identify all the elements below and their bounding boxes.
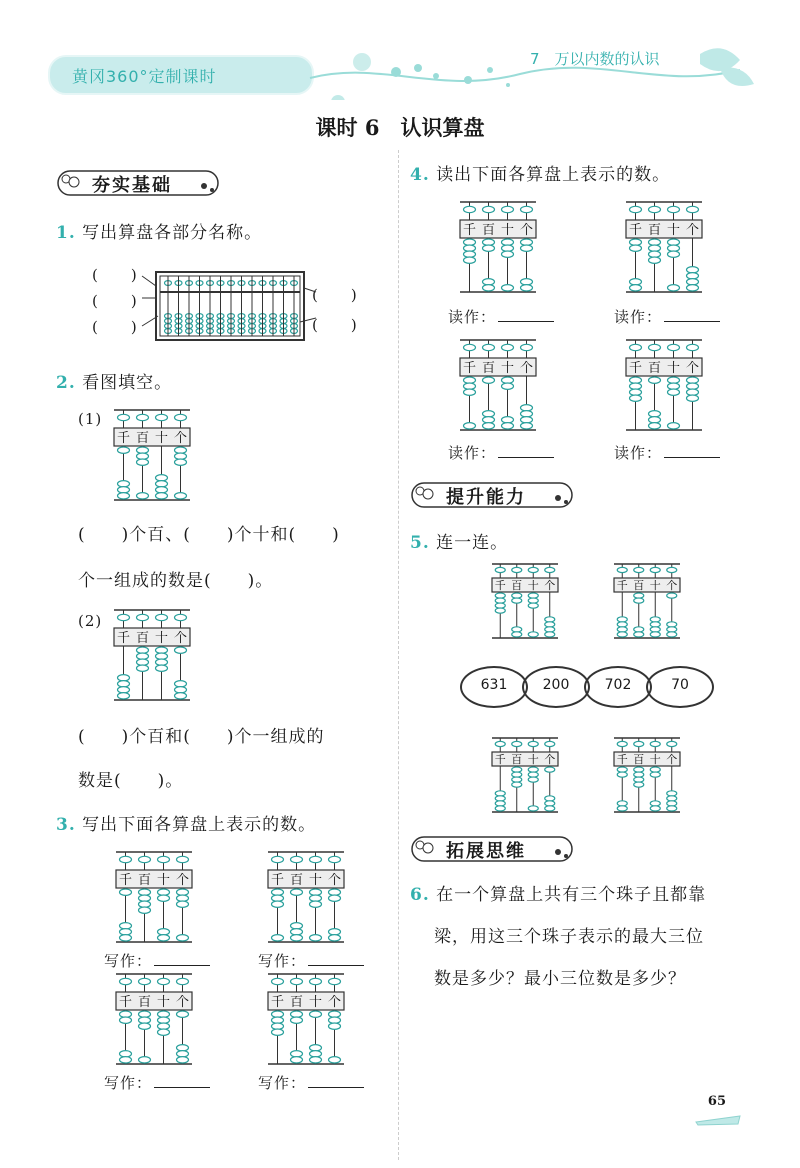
- q3-answer-1: [104, 950, 210, 971]
- q2-part2-line1: ( )个百和( )个一组成的: [78, 727, 325, 747]
- abacus-upper-bead: [158, 978, 170, 984]
- abacus-upper-bead: [120, 856, 132, 862]
- abacus-upper-bead: [634, 567, 644, 572]
- abacus-upper-bead: [175, 414, 187, 420]
- abacus-lower-bead: [668, 423, 680, 429]
- abacus-lower-bead: [545, 806, 555, 811]
- abacus-place-label: 百: [511, 579, 523, 592]
- abacus-place-label: 千: [270, 873, 285, 888]
- abacus-lower-bead: [495, 608, 505, 613]
- abacus-upper-bead: [521, 206, 533, 212]
- abacus-upper-bead: [545, 741, 555, 746]
- q4-answer-label: 读作：: [614, 308, 663, 326]
- q5-option-2[interactable]: [522, 666, 590, 708]
- abacus-place-label: 百: [289, 873, 304, 888]
- abacus-lower-bead: [502, 251, 514, 257]
- abacus-lower-bead: [329, 895, 341, 901]
- q3-number: 3.: [56, 815, 76, 835]
- q3-answer-label: 写作：: [104, 952, 153, 970]
- q2-part1-line2: 个一组成的数是( )。: [78, 571, 274, 591]
- abacus-lower-bead: [177, 1057, 189, 1063]
- q2-part2-line2: 数是( )。: [78, 771, 184, 791]
- question-4: [410, 160, 670, 185]
- abacus-lower-bead: [329, 1057, 341, 1063]
- q5-abacus-1: [486, 560, 566, 644]
- abacus-lower-bead: [502, 383, 514, 389]
- abacus-lower-bead: [175, 459, 187, 465]
- abacus-upper-bead: [158, 856, 170, 862]
- abacus-place-label: 个: [685, 223, 700, 238]
- section-improve: [410, 480, 576, 510]
- q3-answer-label: 写作：: [258, 1074, 307, 1092]
- abacus-place-label: 十: [649, 579, 661, 592]
- abacus-upper-bead: [502, 206, 514, 212]
- abacus-lower-bead: [329, 935, 341, 941]
- q2-abacus-2: [108, 606, 198, 706]
- q2-part1-label: (1): [78, 410, 103, 428]
- abacus-upper-bead: [329, 978, 341, 984]
- abacus-lower-bead: [118, 493, 130, 499]
- q4-answer-1: [448, 306, 554, 327]
- abacus-lower-bead: [177, 1011, 189, 1017]
- abacus-upper-bead: [272, 978, 284, 984]
- abacus-upper-bead: [118, 614, 130, 620]
- abacus-lower-bead: [512, 598, 522, 603]
- abacus-place-label: 百: [135, 631, 150, 646]
- q4-abacus-2: [620, 198, 710, 298]
- abacus-lower-bead: [617, 806, 627, 811]
- q3-abacus-2: [262, 848, 352, 948]
- question-1: [56, 218, 262, 243]
- abacus-lower-bead: [630, 245, 642, 251]
- abacus-place-label: 千: [494, 579, 506, 592]
- q3-answer-label: 写作：: [258, 952, 307, 970]
- abacus-lower-bead: [464, 257, 476, 263]
- abacus-upper-bead: [137, 614, 149, 620]
- abacus-lower-bead: [668, 251, 680, 257]
- abacus-place-label: 个: [327, 995, 342, 1010]
- abacus-upper-bead: [291, 978, 303, 984]
- q3-text: 写出下面各算盘上表示的数。: [82, 815, 317, 835]
- abacus-upper-bead: [649, 206, 661, 212]
- abacus-lower-bead: [667, 632, 677, 637]
- abacus-lower-bead: [118, 693, 130, 699]
- abacus-upper-bead: [630, 344, 642, 350]
- abacus-lower-bead: [630, 395, 642, 401]
- abacus-upper-bead: [521, 344, 533, 350]
- abacus-lower-bead: [667, 593, 677, 598]
- abacus-lower-bead: [668, 389, 680, 395]
- q1-blank-1: ( ): [92, 266, 138, 284]
- abacus-place-label: 千: [118, 995, 133, 1010]
- abacus-lower-bead: [649, 423, 661, 429]
- abacus-upper-bead: [545, 567, 555, 572]
- question-3: [56, 810, 316, 835]
- abacus-lower-bead: [291, 1017, 303, 1023]
- q3-answer-3: [104, 1072, 210, 1093]
- abacus-upper-bead: [667, 741, 677, 746]
- abacus-place-label: 百: [137, 873, 152, 888]
- abacus-upper-bead: [156, 414, 168, 420]
- abacus-upper-bead: [687, 206, 699, 212]
- abacus-lower-bead: [545, 632, 555, 637]
- q6-number: 6.: [410, 885, 430, 905]
- abacus-upper-bead: [139, 856, 151, 862]
- q4-abacus-1: [454, 198, 544, 298]
- q5-option-text: 631: [480, 677, 508, 693]
- abacus-place-label: 千: [616, 579, 628, 592]
- abacus-lower-bead: [310, 901, 322, 907]
- abacus-place-label: 千: [616, 753, 628, 766]
- q4-answer-2: [614, 306, 720, 327]
- abacus-lower-bead: [120, 1017, 132, 1023]
- q1-blank-4: ( ): [312, 286, 358, 304]
- q3-answer-label: 写作：: [104, 1074, 153, 1092]
- abacus-lower-bead: [310, 1057, 322, 1063]
- abacus-upper-bead: [617, 741, 627, 746]
- abacus-upper-bead: [120, 978, 132, 984]
- abacus-place-label: 百: [511, 753, 523, 766]
- q4-abacus-3: [454, 336, 544, 436]
- abacus-upper-bead: [177, 856, 189, 862]
- q5-option-3[interactable]: [584, 666, 652, 708]
- abacus-lower-bead: [118, 447, 130, 453]
- abacus-lower-bead: [528, 806, 538, 811]
- q5-number: 5.: [410, 533, 430, 553]
- series-badge: [48, 55, 314, 95]
- abacus-place-label: 千: [462, 223, 477, 238]
- abacus-lower-bead: [649, 377, 661, 383]
- q5-text: 连一连。: [436, 533, 509, 553]
- q2-text: 看图填空。: [82, 373, 173, 393]
- abacus-place-label: 千: [628, 223, 643, 238]
- abacus-upper-bead: [483, 206, 495, 212]
- abacus-upper-bead: [175, 614, 187, 620]
- abacus-place-label: 个: [666, 579, 678, 592]
- abacus-lower-bead: [175, 647, 187, 653]
- abacus-upper-bead: [512, 567, 522, 572]
- abacus-place-label: 千: [270, 995, 285, 1010]
- abacus-upper-bead: [464, 344, 476, 350]
- abacus-upper-bead: [139, 978, 151, 984]
- q3-answer-4: [258, 1072, 364, 1093]
- abacus-place-label: 千: [116, 431, 131, 446]
- abacus-place-label: 千: [628, 361, 643, 376]
- abacus-lower-bead: [137, 493, 149, 499]
- abacus-lower-bead: [137, 665, 149, 671]
- abacus-upper-bead: [495, 741, 505, 746]
- abacus-place-label: 十: [500, 361, 515, 376]
- abacus-place-label: 个: [173, 431, 188, 446]
- q4-answer-label: 读作：: [448, 444, 497, 462]
- abacus-upper-bead: [649, 344, 661, 350]
- abacus-lower-bead: [630, 285, 642, 291]
- abacus-place-label: 千: [116, 631, 131, 646]
- question-2: [56, 368, 172, 393]
- abacus-place-label: 个: [173, 631, 188, 646]
- abacus-place-label: 十: [666, 361, 681, 376]
- q1-abacus-diagram: [140, 268, 320, 348]
- abacus-lower-bead: [634, 632, 644, 637]
- abacus-upper-bead: [630, 206, 642, 212]
- abacus-upper-bead: [464, 206, 476, 212]
- abacus-lower-bead: [495, 806, 505, 811]
- abacus-lower-bead: [528, 632, 538, 637]
- q1-blank-2: ( ): [92, 292, 138, 310]
- abacus-lower-bead: [483, 245, 495, 251]
- abacus-place-label: 百: [647, 223, 662, 238]
- q2-part1-line1: ( )个百、( )个十和( ): [78, 525, 340, 545]
- question-6: [410, 880, 706, 905]
- q4-answer-label: 读作：: [448, 308, 497, 326]
- abacus-place-label: 个: [175, 995, 190, 1010]
- abacus-lower-bead: [649, 257, 661, 263]
- abacus-lower-bead: [156, 665, 168, 671]
- abacus-upper-bead: [329, 856, 341, 862]
- abacus-upper-bead: [118, 414, 130, 420]
- abacus-lower-bead: [483, 377, 495, 383]
- abacus-place-label: 百: [137, 995, 152, 1010]
- abacus-lower-bead: [634, 782, 644, 787]
- abacus-lower-bead: [272, 1029, 284, 1035]
- abacus-place-label: 十: [156, 873, 171, 888]
- abacus-upper-bead: [650, 567, 660, 572]
- q1-blank-3: ( ): [92, 318, 138, 336]
- abacus-place-label: 十: [527, 579, 539, 592]
- q5-option-text: 702: [604, 677, 632, 693]
- abacus-place-label: 十: [308, 995, 323, 1010]
- abacus-place-label: 千: [462, 361, 477, 376]
- abacus-place-label: 百: [135, 431, 150, 446]
- abacus-upper-bead: [310, 856, 322, 862]
- series-badge-text: 黄冈360°定制课时: [72, 67, 217, 86]
- q5-option-text: 70: [671, 677, 689, 693]
- abacus-upper-bead: [687, 344, 699, 350]
- q3-answer-2: [258, 950, 364, 971]
- abacus-upper-bead: [137, 414, 149, 420]
- abacus-place-label: 千: [494, 753, 506, 766]
- abacus-upper-bead: [634, 741, 644, 746]
- q2-abacus-1: [108, 406, 198, 506]
- abacus-lower-bead: [545, 767, 555, 772]
- abacus-place-label: 个: [519, 223, 534, 238]
- abacus-lower-bead: [120, 889, 132, 895]
- page-number-decoration: [694, 1112, 744, 1126]
- abacus-place-label: 个: [327, 873, 342, 888]
- abacus-place-label: 百: [289, 995, 304, 1010]
- abacus-place-label: 百: [481, 361, 496, 376]
- abacus-place-label: 个: [519, 361, 534, 376]
- abacus-upper-bead: [156, 614, 168, 620]
- abacus-lower-bead: [521, 285, 533, 291]
- abacus-lower-bead: [502, 285, 514, 291]
- q2-number: 2.: [56, 373, 76, 393]
- abacus-place-label: 十: [154, 631, 169, 646]
- abacus-place-label: 十: [649, 753, 661, 766]
- unit-title: 7 万以内数的认识: [530, 50, 660, 68]
- abacus-place-label: 百: [633, 753, 645, 766]
- abacus-place-label: 十: [156, 995, 171, 1010]
- abacus-upper-bead: [617, 567, 627, 572]
- abacus-lower-bead: [137, 459, 149, 465]
- abacus-upper-bead: [650, 741, 660, 746]
- abacus-lower-bead: [521, 245, 533, 251]
- q1-blank-5: ( ): [312, 316, 358, 334]
- abacus-upper-bead: [668, 206, 680, 212]
- abacus-place-label: 个: [666, 753, 678, 766]
- abacus-lower-bead: [272, 901, 284, 907]
- section-label: 提升能力: [446, 487, 526, 508]
- q1-number: 1.: [56, 223, 76, 243]
- page-number: 65: [707, 1094, 726, 1109]
- q2-part2-label: (2): [78, 612, 103, 630]
- abacus-place-label: 个: [685, 361, 700, 376]
- abacus-place-label: 个: [544, 579, 556, 592]
- abacus-lower-bead: [617, 772, 627, 777]
- q4-answer-3: [448, 442, 554, 463]
- section-basic: [56, 168, 222, 198]
- abacus-lower-bead: [291, 1057, 303, 1063]
- abacus-lower-bead: [687, 285, 699, 291]
- abacus-upper-bead: [668, 344, 680, 350]
- abacus-place-label: 十: [666, 223, 681, 238]
- section-expand: [410, 834, 576, 864]
- abacus-lower-bead: [650, 772, 660, 777]
- abacus-upper-bead: [502, 344, 514, 350]
- q3-abacus-4: [262, 970, 352, 1070]
- abacus-upper-bead: [291, 856, 303, 862]
- abacus-upper-bead: [495, 567, 505, 572]
- abacus-lower-bead: [175, 493, 187, 499]
- abacus-upper-bead: [528, 741, 538, 746]
- q4-abacus-4: [620, 336, 710, 436]
- abacus-lower-bead: [120, 1057, 132, 1063]
- abacus-upper-bead: [272, 856, 284, 862]
- abacus-upper-bead: [512, 741, 522, 746]
- abacus-place-label: 百: [633, 579, 645, 592]
- q4-answer-4: [614, 442, 720, 463]
- abacus-lower-bead: [528, 603, 538, 608]
- section-label: 拓展思维: [446, 841, 526, 862]
- abacus-place-label: 千: [118, 873, 133, 888]
- abacus-lower-bead: [175, 693, 187, 699]
- abacus-place-label: 百: [481, 223, 496, 238]
- question-5: [410, 528, 508, 553]
- abacus-lower-bead: [158, 1029, 170, 1035]
- q3-abacus-1: [110, 848, 200, 948]
- abacus-lower-bead: [139, 907, 151, 913]
- abacus-lower-bead: [650, 806, 660, 811]
- abacus-lower-bead: [310, 935, 322, 941]
- abacus-lower-bead: [329, 1023, 341, 1029]
- q1-text: 写出算盘各部分名称。: [82, 223, 263, 243]
- abacus-lower-bead: [483, 285, 495, 291]
- abacus-upper-bead: [528, 567, 538, 572]
- abacus-lower-bead: [667, 806, 677, 811]
- abacus-lower-bead: [120, 935, 132, 941]
- abacus-place-label: 十: [527, 753, 539, 766]
- abacus-lower-bead: [521, 423, 533, 429]
- q5-abacus-3: [486, 734, 566, 818]
- q6-line3: 数是多少？最小三位数是多少？: [434, 969, 686, 989]
- abacus-lower-bead: [512, 782, 522, 787]
- lesson-title: 课时 6 认识算盘: [315, 115, 485, 140]
- abacus-lower-bead: [310, 1011, 322, 1017]
- abacus-lower-bead: [158, 935, 170, 941]
- q4-text: 读出下面各算盘上表示的数。: [436, 165, 671, 185]
- column-divider: [398, 150, 399, 1160]
- q4-number: 4.: [410, 165, 430, 185]
- abacus-place-label: 十: [154, 431, 169, 446]
- abacus-lower-bead: [291, 935, 303, 941]
- q5-option-text: 200: [542, 677, 570, 693]
- abacus-lower-bead: [528, 777, 538, 782]
- abacus-lower-bead: [139, 1023, 151, 1029]
- abacus-place-label: 个: [175, 873, 190, 888]
- q3-abacus-3: [110, 970, 200, 1070]
- abacus-lower-bead: [464, 389, 476, 395]
- abacus-lower-bead: [464, 423, 476, 429]
- q5-abacus-2: [608, 560, 688, 644]
- section-label: 夯实基础: [92, 175, 172, 196]
- q6-line2: 梁，用这三个珠子表示的最大三位: [434, 927, 704, 947]
- abacus-upper-bead: [177, 978, 189, 984]
- abacus-lower-bead: [177, 935, 189, 941]
- abacus-upper-bead: [310, 978, 322, 984]
- abacus-lower-bead: [177, 901, 189, 907]
- q5-option-4[interactable]: [646, 666, 714, 708]
- abacus-lower-bead: [291, 889, 303, 895]
- abacus-lower-bead: [634, 598, 644, 603]
- abacus-lower-bead: [502, 423, 514, 429]
- q5-option-1[interactable]: [460, 666, 528, 708]
- abacus-lower-bead: [156, 493, 168, 499]
- abacus-lower-bead: [687, 395, 699, 401]
- abacus-lower-bead: [668, 285, 680, 291]
- abacus-place-label: 百: [647, 361, 662, 376]
- abacus-lower-bead: [483, 423, 495, 429]
- abacus-lower-bead: [617, 632, 627, 637]
- abacus-lower-bead: [139, 1057, 151, 1063]
- q6-line1: 在一个算盘上共有三个珠子且都靠: [436, 885, 707, 905]
- abacus-upper-bead: [483, 344, 495, 350]
- q4-answer-label: 读作：: [614, 444, 663, 462]
- abacus-place-label: 个: [544, 753, 556, 766]
- abacus-place-label: 十: [500, 223, 515, 238]
- abacus-lower-bead: [512, 632, 522, 637]
- abacus-lower-bead: [272, 935, 284, 941]
- abacus-upper-bead: [667, 567, 677, 572]
- abacus-place-label: 十: [308, 873, 323, 888]
- q5-abacus-4: [608, 734, 688, 818]
- abacus-lower-bead: [650, 632, 660, 637]
- abacus-lower-bead: [158, 895, 170, 901]
